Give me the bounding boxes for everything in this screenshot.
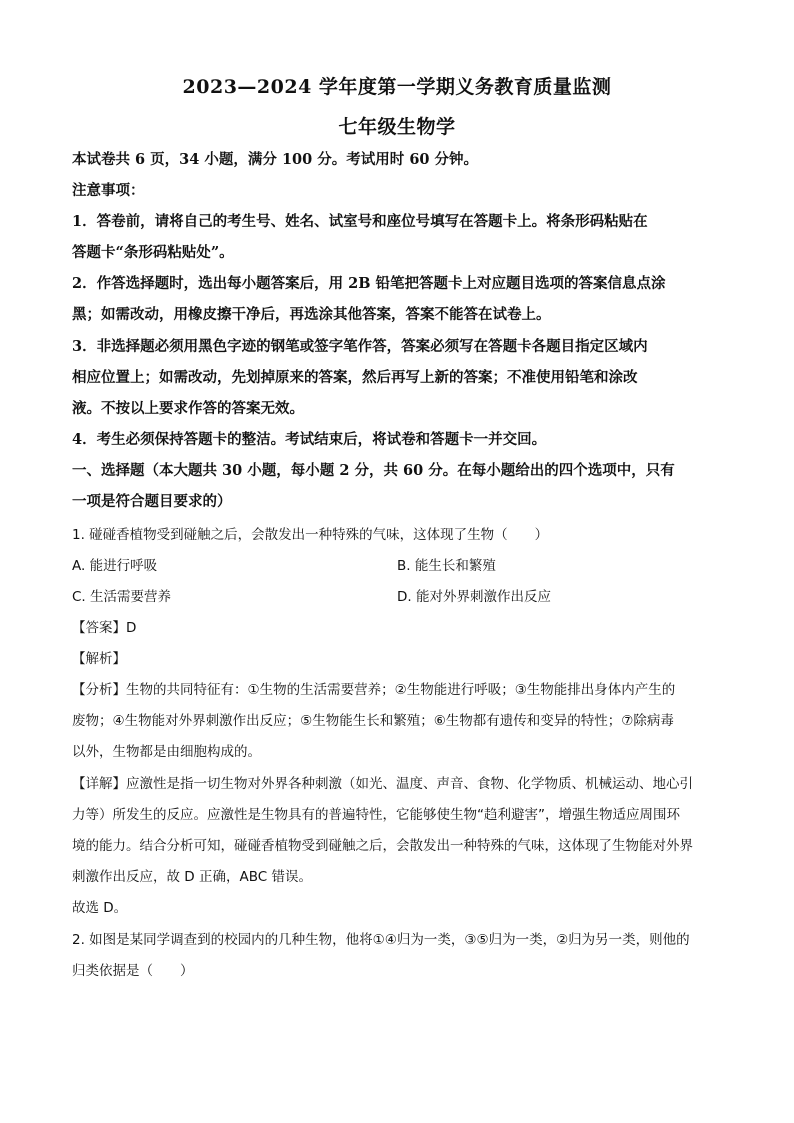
q1-analysis-line: 以外，生物都是由细胞构成的。 <box>72 744 261 760</box>
q1-analysis-label: 【解析】 <box>72 651 126 667</box>
notice-line: 4．考生必须保持答题卡的整洁。考试结束后，将试卷和答题卡一并交回。 <box>72 431 547 448</box>
notice-line: 相应位置上；如需改动，先划掉原来的答案，然后再写上新的答案；不准使用铅笔和涂改 <box>72 369 638 386</box>
q1-detail-line: 境的能力。结合分析可知，碰碰香植物受到碰触之后，会散发出一种特殊的气味，这体现了生物能对外界 <box>72 838 693 854</box>
q1-conclusion: 故选 D。 <box>72 900 128 916</box>
exam-intro: 本试卷共 6 页，34 小题，满分 100 分。考试用时 60 分钟。 <box>72 151 479 168</box>
section-heading: 一、选择题（本大题共 30 小题，每小题 2 分，共 60 分。在每小题给出的四个选项中，只有 <box>72 462 675 479</box>
q1-option-a: A. 能进行呼吸 <box>72 558 158 574</box>
question-1-stem: 1. 碰碰香植物受到碰触之后，会散发出一种特殊的气味，这体现了生物（ ） <box>72 527 549 543</box>
notice-heading: 注意事项： <box>72 182 145 199</box>
q1-detail-line: 【详解】应激性是指一切生物对外界各种刺激（如光、温度、声音、食物、化学物质、机械运动、地心引 <box>72 776 693 792</box>
notice-line: 液。不按以上要求作答的答案无效。 <box>72 400 304 417</box>
q1-analysis-line: 废物；④生物能对外界刺激作出反应；⑤生物能生长和繁殖；⑥生物都有遗传和变异的特性；⑦除病毒 <box>72 713 674 729</box>
notice-line: 2．作答选择题时，选出每小题答案后，用 2B 铅笔把答题卡上对应题目选项的答案信息点涂 <box>72 275 666 292</box>
q1-option-d: D. 能对外界刺激作出反应 <box>397 589 551 605</box>
exam-subtitle: 七年级生物学 <box>338 116 456 138</box>
q1-option-c: C. 生活需要营养 <box>72 589 172 605</box>
exam-title: 2023—2024 学年度第一学期义务教育质量监测 <box>182 76 612 98</box>
section-heading-cont: 一项是符合题目要求的） <box>72 493 232 510</box>
notice-line: 3．非选择题必须用黑色字迹的钢笔或签字笔作答，答案必须写在答题卡各题目指定区域内 <box>72 338 648 355</box>
q1-answer: 【答案】D <box>72 620 137 636</box>
question-2-stem-cont: 归类依据是（ ） <box>72 963 194 979</box>
q1-detail-line: 刺激作出反应，故 D 正确，ABC 错误。 <box>72 869 312 885</box>
notice-line: 1．答卷前，请将自己的考生号、姓名、试室号和座位号填写在答题卡上。将条形码粘贴在 <box>72 213 648 230</box>
q1-detail-line: 力等）所发生的反应。应激性是生物具有的普遍特性，它能够使生物“趋利避害”，增强生物适应周围环 <box>72 807 680 823</box>
q1-option-b: B. 能生长和繁殖 <box>397 558 496 574</box>
question-2-stem: 2. 如图是某同学调查到的校园内的几种生物，他将①④归为一类，③⑤归为一类，②归为另一类，则他的 <box>72 932 690 948</box>
notice-line: 黑；如需改动，用橡皮擦干净后，再选涂其他答案，答案不能答在试卷上。 <box>72 306 551 323</box>
notice-line: 答题卡“条形码粘贴处”。 <box>72 244 234 261</box>
q1-analysis-line: 【分析】生物的共同特征有：①生物的生活需要营养；②生物能进行呼吸；③生物能排出身体内产生的 <box>72 682 676 698</box>
